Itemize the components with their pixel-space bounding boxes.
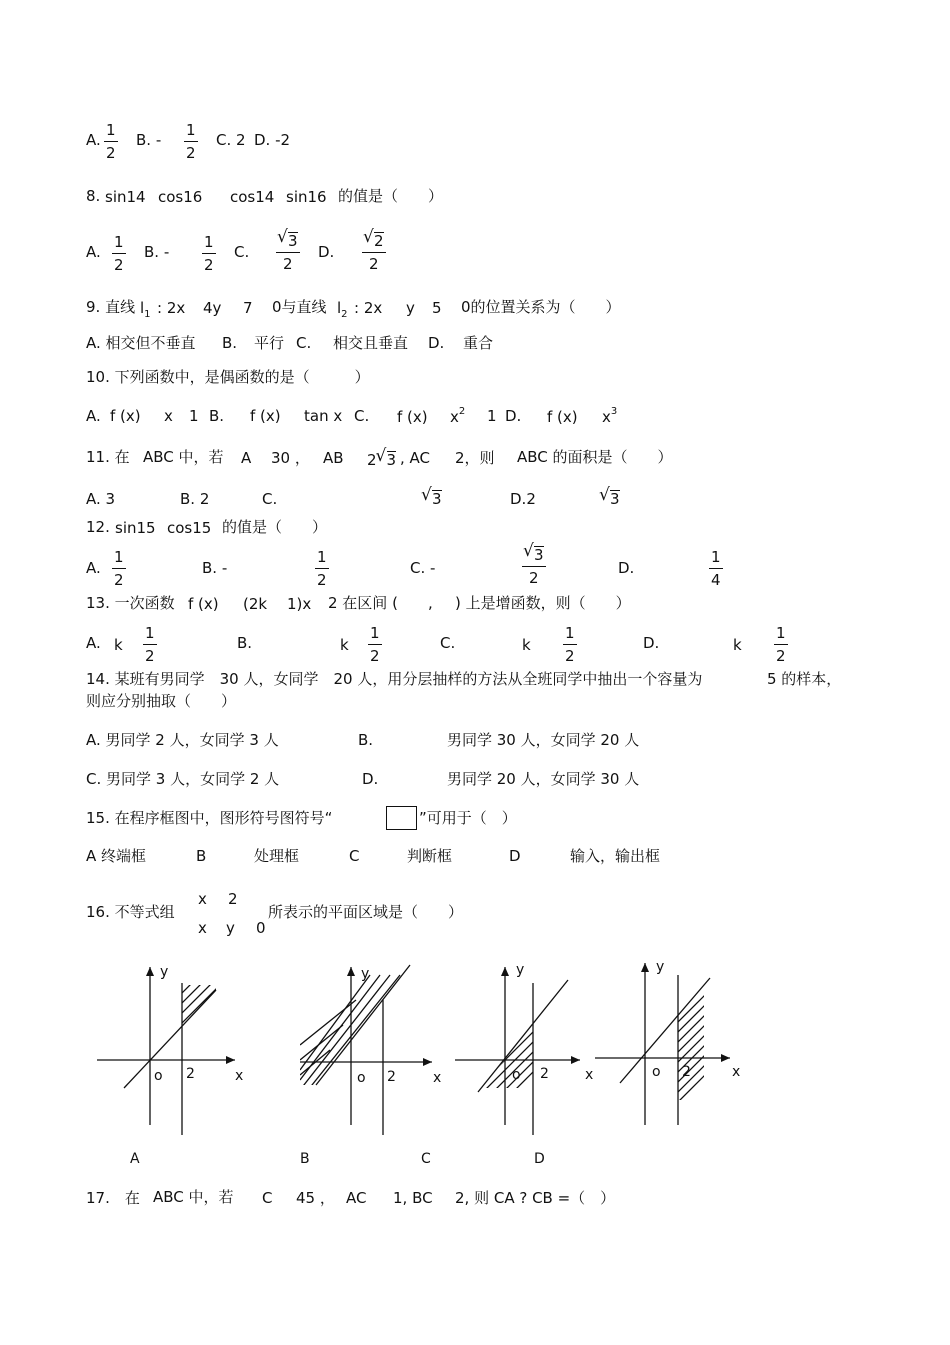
q9-option-d-text: 重合: [463, 334, 494, 352]
q13-fraction-a: $\frac{1}{2}$: [145, 624, 155, 665]
q17-text: C: [262, 1189, 273, 1207]
q13-k: k: [733, 636, 742, 654]
q16-tail: 所表示的平面区域是（ ）: [268, 903, 464, 921]
q8-fraction-b: $\frac{1}{2}$: [204, 233, 214, 274]
q14-stem-size: 5 的样本，: [767, 670, 842, 688]
q10-expr: f (x): [397, 408, 428, 426]
graph-a-label: A: [130, 1151, 140, 1167]
q11-text: 2，则: [455, 449, 495, 467]
q15-option-a: A 终端框: [86, 847, 147, 865]
q10-expr: f (x): [250, 407, 281, 425]
q12-option-d: D.: [618, 559, 635, 577]
graph-b-y: y: [361, 966, 370, 982]
q16-system: y: [226, 919, 235, 937]
q14-option-d-text: 男同学 20 人，女同学 30 人: [447, 770, 640, 788]
q14-option-d: D.: [362, 770, 379, 788]
q11-text: AB: [323, 449, 344, 467]
q7-option-c: C. 2: [216, 131, 246, 149]
q16-system: x: [198, 919, 207, 937]
q13-fraction-d: $\frac{1}{2}$: [776, 624, 786, 665]
q8-expr: sin16: [286, 188, 327, 206]
graph-d-tick: 2: [682, 1064, 691, 1080]
q15-option-b: B: [196, 847, 207, 865]
q14-option-b: B.: [358, 731, 374, 749]
q11-text: 30 ，: [271, 449, 310, 467]
graph-b-origin: o: [357, 1070, 366, 1086]
q11-option-c-root: √ 3: [422, 490, 442, 507]
q13-stem: 13. 一次函数: [86, 594, 175, 612]
q9-option-c: C.: [296, 334, 312, 352]
q8-option-d: D.: [318, 243, 335, 261]
q16-system: 0: [256, 919, 266, 937]
q11-option-d-root: √ 3: [600, 490, 620, 507]
q15-option-c-text: 判断框: [407, 847, 453, 865]
q9-eq: 5: [432, 299, 442, 317]
q15-option-b-text: 处理框: [254, 847, 300, 865]
q13-k: k: [114, 636, 123, 654]
q9-option-b-text: 平行: [254, 334, 285, 352]
q13-expr: 1)x: [287, 595, 312, 613]
q7-option-d: D. -2: [254, 131, 291, 149]
q8-option-c: C.: [234, 243, 250, 261]
q9-eq: : 2x: [157, 299, 186, 317]
graph-a-origin: o: [154, 1068, 163, 1084]
graph-a-x: x: [235, 1068, 244, 1084]
q13-option-c: C.: [440, 634, 456, 652]
graph-a-tick: 2: [186, 1066, 195, 1082]
q12-fraction-b: $\frac{1}{2}$: [317, 548, 327, 589]
q11-text: A: [241, 449, 252, 467]
q9-option-d: D.: [428, 334, 445, 352]
graph-d-y: y: [656, 959, 665, 975]
q9-option-c-text: 相交且垂直: [333, 334, 409, 352]
q7-option-a: A.: [86, 131, 101, 149]
q10-option-c: C.: [354, 407, 370, 425]
q12-expr: sin15: [115, 519, 156, 537]
graph-b-label: B: [300, 1151, 310, 1167]
q8-tail: 的值是（ ）: [338, 187, 444, 205]
q16-system: 2: [228, 890, 238, 908]
q11-option-d: D.2: [510, 490, 536, 508]
q13-expr: 2 在区间 (: [328, 594, 398, 612]
q10-x-cubed: $x^3$: [602, 406, 618, 426]
q9-option-a: A. 相交但不垂直: [86, 334, 196, 352]
q9-eq: 7: [243, 299, 253, 317]
graph-d-shading: [670, 990, 710, 1110]
graph-c-tick: 2: [540, 1066, 549, 1082]
q10-expr: tan x: [304, 407, 343, 425]
q9-line-2: $l_2$: [337, 299, 348, 320]
graph-c-origin: o: [512, 1067, 521, 1083]
q11-text: ABC 的面积是（ ）: [517, 448, 673, 466]
q11-option-b: B. 2: [180, 490, 210, 508]
q10-option-a: A.: [86, 407, 101, 425]
q9-eq: : 2x: [354, 299, 383, 317]
q17-text: 1, BC: [393, 1189, 433, 1207]
q14-option-c: C. 男同学 3 人，女同学 2 人: [86, 770, 280, 788]
q8-expr: cos16: [158, 188, 203, 206]
q8-option-b: B. -: [144, 243, 170, 261]
q9-eq: 0的位置关系为（ ）: [461, 298, 621, 316]
q13-option-d: D.: [643, 634, 660, 652]
q10-expr: f (x): [547, 408, 578, 426]
graph-c-label: C: [421, 1151, 431, 1167]
q15-tail: ”可用于（ ）: [419, 809, 517, 827]
q10-option-b: B.: [209, 407, 225, 425]
q8-fraction-c: √ $\frac{3}{2}$: [276, 232, 300, 272]
q17-text: AC: [346, 1189, 367, 1207]
q12-fraction-c: √ $\frac{3}{2}$: [522, 546, 546, 586]
q10-expr: 1: [189, 407, 199, 425]
q7-fraction-a: $\frac{1}{2}$: [106, 121, 116, 162]
q14-option-a: A. 男同学 2 人，女同学 3 人: [86, 731, 279, 749]
q11-option-c: C.: [262, 490, 278, 508]
q12-expr: cos15: [167, 519, 212, 537]
q15-option-d: D: [509, 847, 521, 865]
q8-fraction-d: √ $\frac{2}{2}$: [362, 232, 386, 272]
graph-d-label: D: [534, 1151, 545, 1167]
graph-d-origin: o: [652, 1064, 661, 1080]
q12-option-a: A.: [86, 559, 101, 577]
q11-2-root3: 2√ 3: [367, 451, 396, 468]
q16-system: x: [198, 890, 207, 908]
q17-number: 17. 在: [86, 1189, 140, 1207]
q12-number: 12.: [86, 518, 110, 536]
q16-stem: 16. 不等式组: [86, 903, 175, 921]
q10-option-d: D.: [505, 407, 522, 425]
q13-expr: ,: [428, 594, 433, 612]
q9-line-1: $l_1$: [140, 299, 151, 320]
graph-c-x: x: [585, 1067, 594, 1083]
q15-stem: 15. 在程序框图中，图形符号图符号“: [86, 809, 333, 827]
q9-eq: 4y: [203, 299, 222, 317]
q8-fraction-a: $\frac{1}{2}$: [114, 233, 124, 274]
q9-option-b: B.: [222, 334, 238, 352]
q13-option-a: A.: [86, 634, 101, 652]
q14-option-b-text: 男同学 30 人，女同学 20 人: [447, 731, 640, 749]
q13-expr: ) 上是增函数，则（ ）: [455, 594, 631, 612]
q10-expr: f (x): [110, 407, 141, 425]
q8-option-a: A.: [86, 243, 101, 261]
graph-a-y: y: [160, 964, 169, 980]
q12-tail: 的值是（ ）: [222, 518, 328, 536]
graph-b-x: x: [433, 1070, 442, 1086]
graph-d-x: x: [732, 1064, 741, 1080]
q11-text: , AC: [400, 449, 431, 467]
q17-text: 2, 则 CA ? CB =（ ）: [455, 1189, 616, 1207]
graph-b-tick: 2: [387, 1069, 396, 1085]
q7-fraction-b: $\frac{1}{2}$: [186, 121, 196, 162]
q9-eq: 0与直线: [272, 298, 327, 316]
q13-fraction-b: $\frac{1}{2}$: [370, 624, 380, 665]
q8-expr: cos14: [230, 188, 275, 206]
q13-k: k: [522, 636, 531, 654]
q12-option-b: B. -: [202, 559, 228, 577]
q11-number: 11. 在: [86, 448, 130, 466]
q10-expr: 1: [487, 407, 497, 425]
q8-expr: sin14: [105, 188, 146, 206]
q10-expr: x: [164, 407, 173, 425]
q9-number: 9. 直线: [86, 298, 136, 316]
q8-number: 8.: [86, 187, 101, 205]
q15-option-d-text: 输入，输出框: [570, 847, 661, 865]
q13-k: k: [340, 636, 349, 654]
q12-fraction-a: $\frac{1}{2}$: [114, 548, 124, 589]
q13-expr: f (x): [188, 595, 219, 613]
q12-option-c: C. -: [410, 559, 436, 577]
q17-text: 45 ，: [296, 1189, 335, 1207]
q13-expr: (2k: [243, 595, 268, 613]
q11-option-a: A. 3: [86, 490, 116, 508]
q17-text: ABC 中，若: [153, 1188, 234, 1206]
q11-text: ABC 中，若: [143, 448, 224, 466]
q13-fraction-c: $\frac{1}{2}$: [565, 624, 575, 665]
q13-option-b: B.: [237, 634, 253, 652]
q7-option-b: B. -: [136, 131, 162, 149]
q14-stem-line2: 则应分别抽取（ ）: [86, 692, 237, 710]
q14-stem-line1: 14. 某班有男同学 30 人，女同学 20 人，用分层抽样的方法从全班同学中抽出一个容量为: [86, 670, 703, 688]
q15-option-c: C: [349, 847, 360, 865]
q10-x-squared: $x^2$: [450, 406, 466, 426]
graph-c-y: y: [516, 962, 525, 978]
q12-fraction-d: $\frac{1}{4}$: [711, 548, 721, 589]
graph-a-shading: [160, 925, 230, 1055]
q10-stem: 10. 下列函数中，是偶函数的是（ ）: [86, 368, 370, 386]
q9-eq: y: [406, 299, 415, 317]
